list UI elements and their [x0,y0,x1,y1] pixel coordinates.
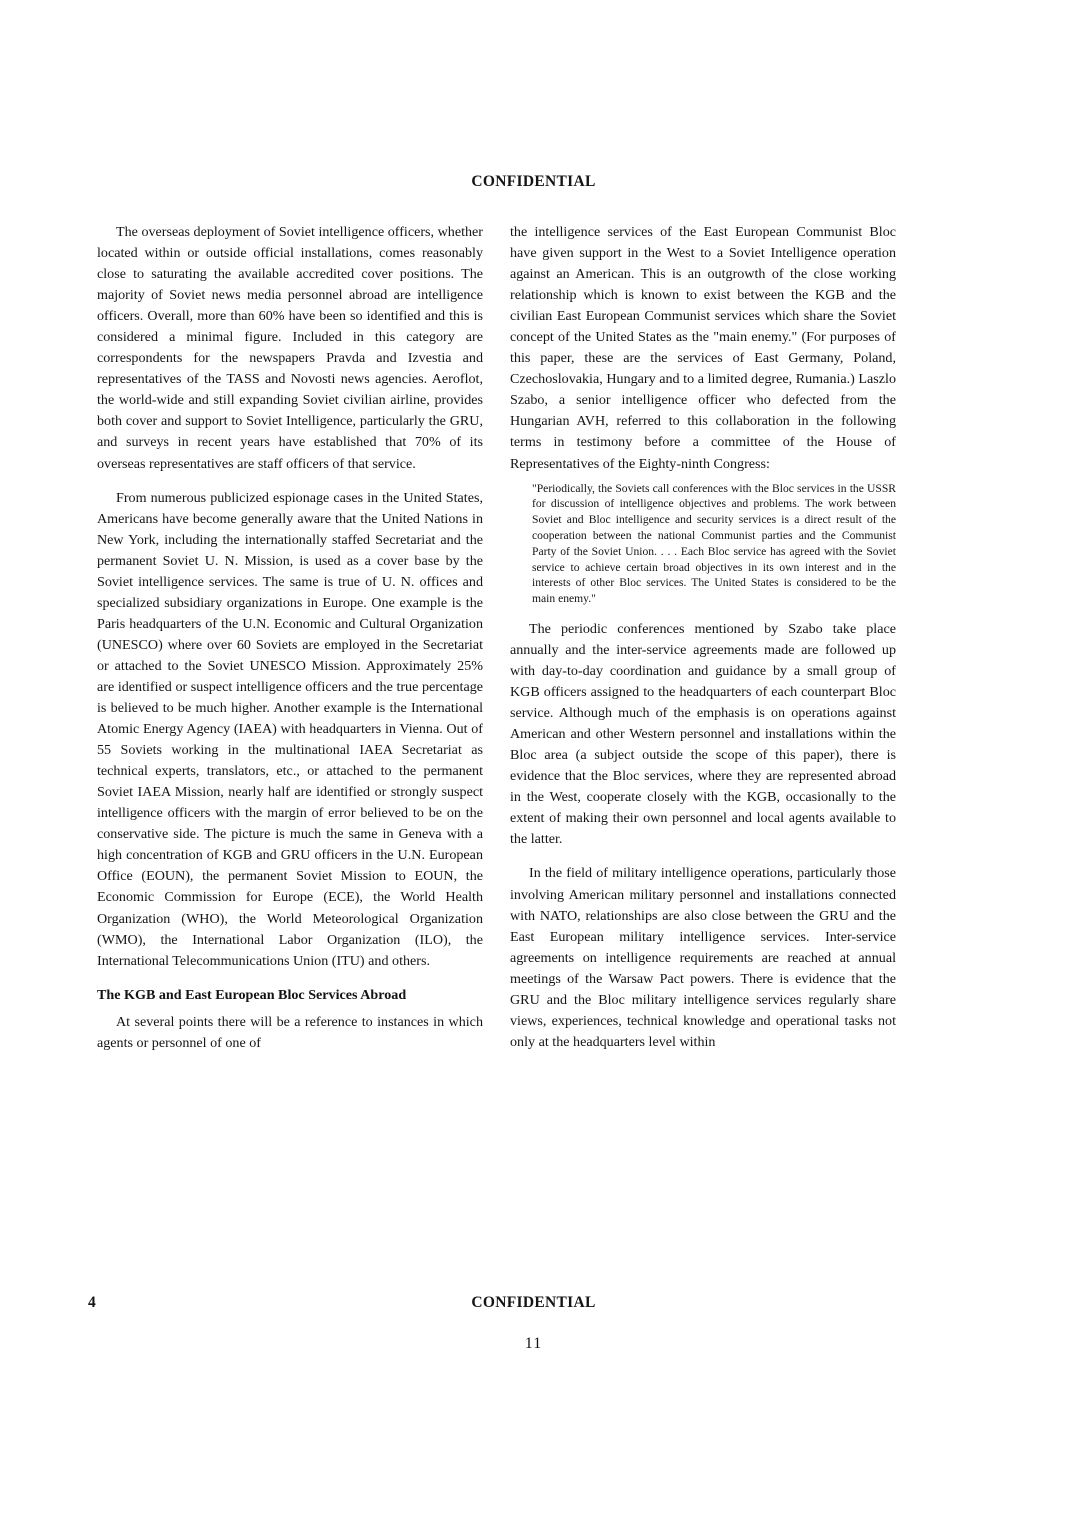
right-paragraph-1: the intelligence services of the East European Communist Bloc have given support in the West to a Soviet Intelligence operation against an American. This is an outgrowth of the close working relationship which is known to exist between the KGB and the civilian East European Communist services which share the Soviet concept of the United States as the "main enemy." (For purposes of this paper, these are the services of East Germany, Poland, Czechoslovakia, Hungary and to a limited degree, Rumania.) Laszlo Szabo, a senior intelligence officer who defected from the Hungarian AVH, referred to this collaboration in the following terms in testimony before a committee of the House of Representatives of the Eighty-ninth Congress: [510,224,896,472]
footer-classification: CONFIDENTIAL [471,1294,596,1311]
szabo-quote: "Periodically, the Soviets call conferences with the Bloc services in the USSR for discussion of intelligence objectives and problems. The work between Soviet and Bloc intelligence and security services is a direct result of the cooperation between the national Communist parties and the Communist Party of the Soviet Union. . . . Each Bloc service has agreed with the Soviet service to achieve certain broad objectives in its own interest and in the interests of other Bloc services. The United States is considered to be the main enemy." [532,481,896,606]
left-paragraph-1: The overseas deployment of Soviet intelligence officers, whether located within or outside official installations, comes reasonably close to saturating the available accredited cover positions. The majority of Soviet news media personnel abroad are intelligence officers. Overall, more than 60% have been so identified and this is considered a minimal figure. Included in this category are correspondents for the newspapers Pravda and Izvestia and representatives of the TASS and Novosti news agencies. Aeroflot, the world-wide and still expanding Soviet civilian airline, provides both cover and support to Soviet Intelligence, particularly the GRU, and surveys in recent years have established that 70% of its overseas representatives are staff officers of that service. [97,224,483,472]
right-column [510,222,896,1053]
left-paragraph-2: From numerous publicized espionage cases in the United States, Americans have become generally aware that the United Nations in New York, including the internationally staffed Secretariat and the permanent Soviet U. N. Mission, is used as a cover base by the Soviet intelligence services. The same is true of U. N. offices and specialized subsidiary organizations in Europe. One example is the Paris headquarters of the U.N. Economic and Cultural Organization (UNESCO) where over 60 Soviets are employed in the Secretariat or attached to the Soviet UNESCO Mission. Approximately 25% are identified or suspect intelligence officers and the true percentage is believed to be much higher. Another example is the International Atomic Energy Agency (IAEA) with headquarters in Vienna. Out of 55 Soviets working in the multinational IAEA Secretariat as technical experts, translators, etc., or attached to the permanent Soviet IAEA Mission, nearly half are identified or strongly suspect intelligence officers with the margin of error believed to be on the conservative side. The picture is much the same in Geneva with a high concentration of KGB and GRU officers in the U.N. European Office (EOUN), the permanent Soviet Mission to EOUN, the Economic Commission for Europe (ECE), the World Health Organization (WHO), the World Meteorological Organization (WMO), the International Labor Organization (ILO), the International Telecommunications Union (ITU) and others. [97,489,483,969]
left-paragraph-3: At several points there will be a reference to instances in which agents or personnel of one of [97,1013,483,1051]
page-number: 4 [88,1294,96,1311]
left-column [97,222,483,1054]
section-heading: The KGB and East European Bloc Services Abroad [97,986,407,1003]
header-classification: CONFIDENTIAL [471,173,596,190]
sheet-number: 11 [524,1335,543,1352]
right-paragraph-3: In the field of military intelligence operations, particularly those involving American military personnel and installations connected with NATO, relationships are also close between the GRU and the East European military intelligence services. Inter-service agreements on intelligence requirements are reached at annual meetings of the Warsaw Pact powers. There is evidence that the GRU and the Bloc military intelligence services regularly share views, experiences, technical knowledge and operational tasks not only at the headquarters level within [510,865,896,1050]
right-paragraph-2: The periodic conferences mentioned by Szabo take place annually and the inter-service agreements made are followed up with day-to-day coordination and guidance by a small group of KGB officers assigned to the headquarters of each counterpart Bloc service. Although much of the emphasis is on operations against American and other Western personnel and installations within the Bloc area (a subject outside the scope of this paper), there is evidence that the Bloc services, where they are represented abroad in the West, cooperate closely with the KGB, occasionally to the extent of making their own personnel and local agents available to the latter. [510,620,896,848]
